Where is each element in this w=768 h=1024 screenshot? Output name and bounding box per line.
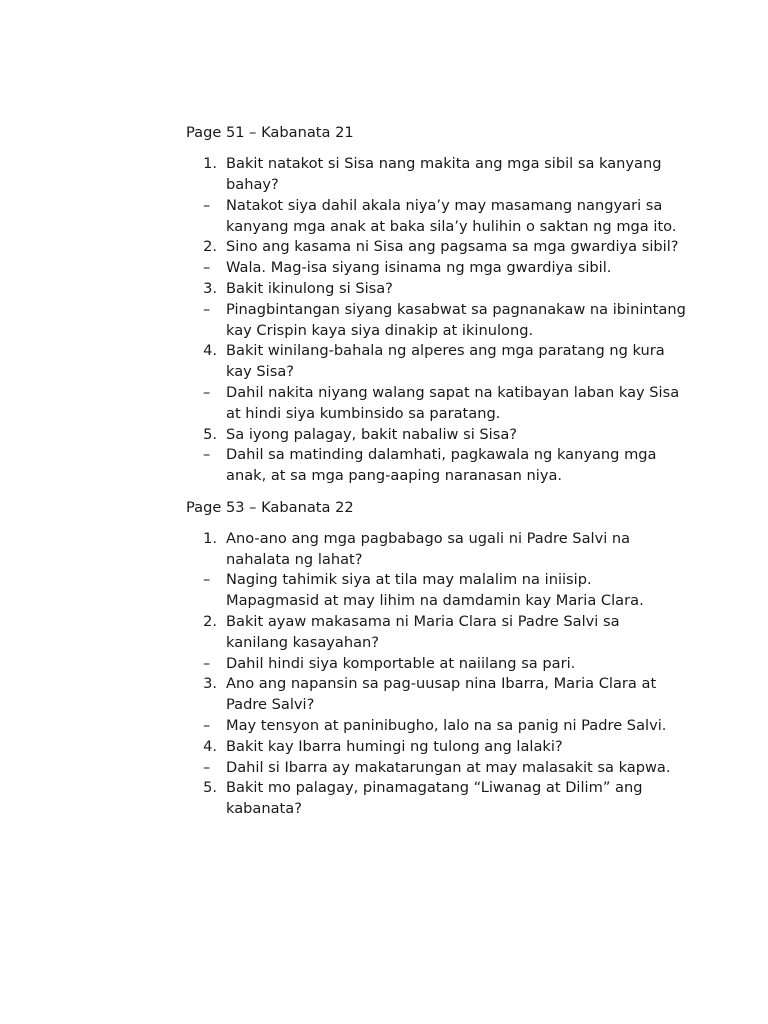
answer-dash: – <box>203 758 211 776</box>
answer-item <box>186 654 686 675</box>
answer-text: Wala. Mag-isa siyang isinama ng mga gwardiya sibil. <box>226 259 612 277</box>
answer-dash: – <box>203 300 211 318</box>
answer-dash: – <box>203 446 211 464</box>
question-text: Ano ang napansin sa pag-uusap nina Ibarra, Maria Clara at Padre Salvi? <box>226 675 657 714</box>
answer-item <box>186 196 686 238</box>
answer-dash: – <box>203 571 211 589</box>
item-number: 4. <box>203 737 217 755</box>
question-item <box>186 341 686 383</box>
question-item <box>186 778 686 820</box>
question-text: Sa iyong palagay, bakit nabaliw si Sisa? <box>226 425 518 443</box>
item-number: 1. <box>203 529 217 547</box>
question-text: Bakit natakot si Sisa nang makita ang mga sibil sa kanyang bahay? <box>226 155 662 194</box>
section-heading: Page 51 – Kabanata 21 <box>186 124 354 141</box>
answer-item <box>186 758 686 779</box>
answer-dash: – <box>203 259 211 277</box>
question-item <box>186 154 686 196</box>
answer-item <box>186 716 686 737</box>
answer-dash: – <box>203 717 211 735</box>
question-text: Bakit winilang-bahala ng alperes ang mga paratang ng kura kay Sisa? <box>226 342 665 381</box>
item-number: 5. <box>203 425 217 443</box>
item-number: 3. <box>203 675 217 693</box>
answer-text: Dahil nakita niyang walang sapat na katibayan laban kay Sisa at hindi siya kumbinsido sa paratang. <box>226 384 680 422</box>
question-text: Bakit ikinulong si Sisa? <box>226 280 393 298</box>
question-item <box>186 737 686 758</box>
answer-text: Natakot siya dahil akala niya’y may masamang nangyari sa kanyang mga anak at baka sila’y hulihin o saktan ng mga ito. <box>226 196 677 235</box>
qa-list <box>186 154 686 487</box>
section-heading: Page 53 – Kabanata 22 <box>186 498 354 516</box>
answer-item <box>186 258 686 279</box>
question-item <box>186 425 686 446</box>
question-text: Sino ang kasama ni Sisa ang pagsama sa mga gwardiya sibil? <box>226 238 679 256</box>
answer-item <box>186 570 686 612</box>
item-number: 5. <box>203 779 217 797</box>
answer-text: Naging tahimik siya at tila may malalim na iniisip. Mapagmasid at may lihim na damdamin kay Maria Clara. <box>226 571 644 610</box>
answer-text: Dahil hindi siya komportable at naiilang sa pari. <box>226 654 576 672</box>
answer-dash: – <box>203 654 211 672</box>
item-number: 4. <box>203 342 217 360</box>
question-item <box>186 612 686 654</box>
answer-item <box>186 300 686 342</box>
question-text: Bakit ayaw makasama ni Maria Clara si Padre Salvi sa kanilang kasayahan? <box>226 613 620 651</box>
item-number: 1. <box>203 155 217 173</box>
question-text: Bakit kay Ibarra humingi ng tulong ang lalaki? <box>226 737 563 755</box>
question-text: Ano-ano ang mga pagbabago sa ugali ni Padre Salvi na nahalata ng lahat? <box>226 529 631 568</box>
answer-text: May tensyon at paninibugho, lalo na sa panig ni Padre Salvi. <box>226 717 667 735</box>
answer-text: Pinagbintangan siyang kasabwat sa pagnanakaw na ibinintang kay Crispin kaya siya dinakip at ikinulong. <box>226 300 686 339</box>
question-item <box>186 529 686 571</box>
answer-text: Dahil si Ibarra ay makatarungan at may malasakit sa kapwa. <box>226 758 671 776</box>
answer-dash: – <box>203 196 211 214</box>
item-number: 2. <box>203 238 217 256</box>
question-item <box>186 237 686 258</box>
answer-dash: – <box>203 384 211 402</box>
question-item <box>186 674 686 716</box>
document-page <box>186 123 686 820</box>
qa-list <box>186 529 686 820</box>
answer-text: Dahil sa matinding dalamhati, pagkawala ng kanyang mga anak, at sa mga pang-aaping naranasan niya. <box>226 446 657 485</box>
answer-item <box>186 445 686 487</box>
question-text: Bakit mo palagay, pinamagatang “Liwanag at Dilim” ang kabanata? <box>226 779 643 818</box>
item-number: 2. <box>203 613 217 631</box>
item-number: 3. <box>203 280 217 298</box>
question-item <box>186 279 686 300</box>
answer-item <box>186 383 686 425</box>
